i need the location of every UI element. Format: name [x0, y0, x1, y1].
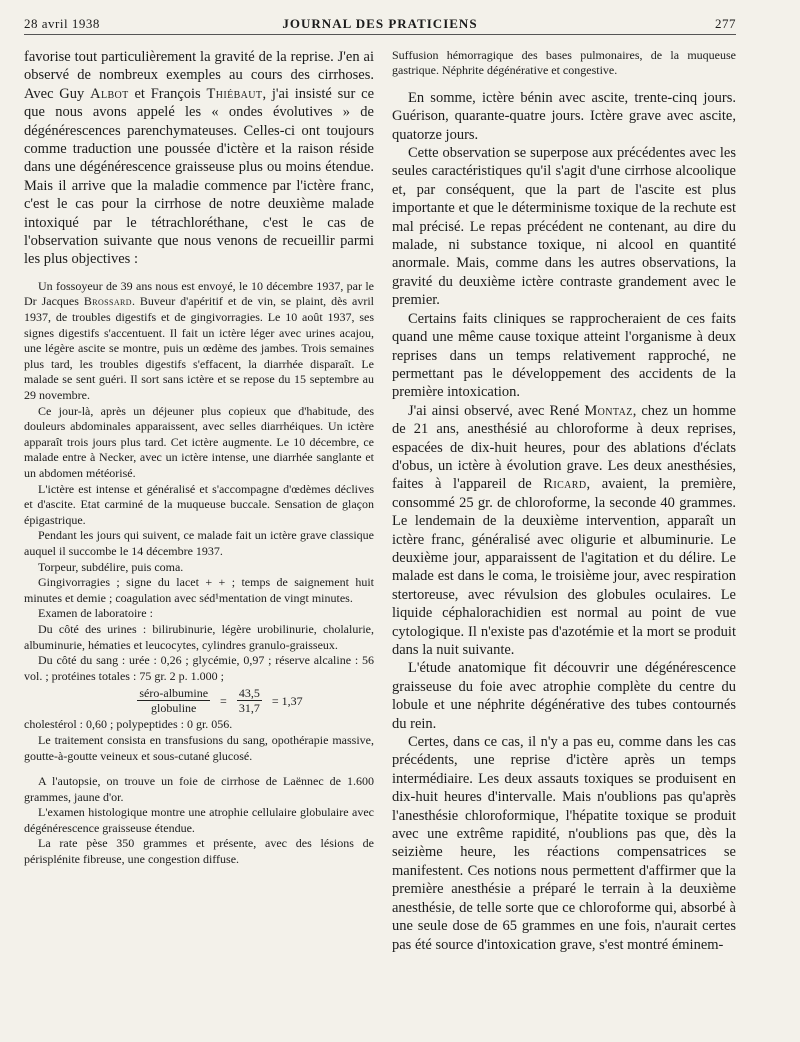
obs-paragraph: Examen de laboratoire :	[38, 606, 153, 621]
author-name: Ricard	[543, 476, 587, 493]
right-column	[392, 48, 736, 954]
intro-paragraph: favorise tout particulièrement la gravité de la reprise. J'en ai observé de nombreux exemples au cours des cirrhoses. Avec Guy Albot et François Thiébaut, j'ai insisté sur ce que nous avons appelé les « ondes évolutives » de dégénérescences parenchymateuses. Celles-ci ont toujours comme traduction une poussée d'ictère et la raison réside dans une dégénérescence graisseuse plus ou moins étendue. Mais il arrive que la maladie commence par l'ictère franc, c'est le cas pour la cirrhose de notre deuxième malade intoxiqué par le tétrachloréthane, c'est le cas de l'observation suivante que nous venons de recueillir parmi les plus objectives :	[24, 49, 374, 268]
body-paragraph: Cette observation se superpose aux précédentes avec les seules caractéristiques qu'il s'agit d'une cirrhose alcoolique et, par conséquent, que la part de l'ascite est plus importante et que le déterminisme toxique de la rechute est mal précisé. Le repas précédent ne contenant, au dire du malade, ni substance toxique, ni alcool en quantité anormale. Mais, comme dans les autres observations, la gravité du deuxième ictère contraste grandement avec le premier.	[392, 145, 736, 309]
running-header	[24, 14, 736, 36]
case-observation	[24, 279, 374, 868]
body-paragraph: Certes, dans ce cas, il n'y a pas eu, comme dans les cas précédents, une reprise d'ictère après un temps intermédiaire. Les deux assauts toxiques se produisent en dix-huit heures d'intervalle. Mais n'oublions pas qu'après l'anesthésie chloroformique, l'hépatite toxique se produit avec une extrême rapidité, n'oublions pas que, dès la seizième heure, les réactions compensatrices se manifestent. Ces notions nous permettent d'affirmer que la première anesthésie a préparé le terrain à la deuxième anesthésie, de telle sorte que ce chloroforme qui, absorbé à une seule dose de 65 grammes en une fois, n'aurait certes pas été source d'intoxication grave, s'est montré éminem-	[392, 734, 736, 953]
header-rule	[24, 34, 736, 35]
obs-paragraph: Du côté des urines : bilirubinurie, légère urobilinurie, cholalurie, albuminurie, hématies et leucocytes, cylindres granulo-graisseux.	[24, 621, 374, 652]
obs-paragraph: L'ictère est intense et généralisé et s'accompagne d'œdèmes déclives et d'ascite. Etat carminé de la muqueuse buccale. Sensation de glaçon épigastrique.	[24, 481, 374, 527]
albumin-globulin-ratio: $\frac{\text{séro-albumine}}{\text{globuline}}$ = $\frac{43,5}{31,7}$ = 1,37	[139, 686, 303, 716]
obs-paragraph: Ce jour-là, après un déjeuner plus copieux que d'habitude, des douleurs abdominales apparaissent, avec selles diarrhéiques. Un ictère apparaît trois jours plus tard. Cet ictère augmente. Le 10 décembre, ce malade entre à Necker, avec un ictère intense, une diarrhée sanglante et un abdomen météorisé.	[24, 403, 374, 480]
obs-paragraph: Pendant les jours qui suivent, ce malade fait un ictère grave classique auquel il succombe le 14 décembre 1937.	[24, 528, 374, 558]
obs-paragraph: Un fossoyeur de 39 ans nous est envoyé, le 10 décembre 1937, par le Dr Jacques Brossard. Buveur d'apéritif et de vin, se plaint, dès avril 1937, de troubles digestifs et de gingivorragies. Le 10 août 1937, ses signes digestifs s'accentuent. Il fait un ictère léger avec urines acajou, une légère ascite se montre, puis un œdème des jambes. Trois semaines plus tard, les troubles digestifs s'effacent, la diarrhée disparaît. Le malade se sent guéri. Il sort sans ictère et se repose du 15 septembre au 29 novembre.	[24, 278, 374, 403]
body-paragraph: En somme, ictère bénin avec ascite, trente-cinq jours. Guérison, quarante-quatre jours. Ictère grave avec ascite, quatorze jours.	[392, 89, 736, 143]
obs-paragraph: Gingivorragies ; signe du lacet + + ; temps de saignement huit minutes et demie ; coagulation avec séd¹mentation de vingt minutes.	[24, 575, 374, 605]
author-name: Brossard	[83, 294, 132, 309]
obs-paragraph: Du côté du sang : urée : 0,26 ; glycémie, 0,97 ; réserve alcaline : 56 vol. ; protéines totales : 75 gr. 2 p. 1.000 ;	[24, 653, 374, 683]
autopsy-paragraph: A l'autopsie, on trouve un foie de cirrhose de Laënnec de 1.600 grammes, jaune d'or.	[24, 774, 374, 804]
obs-paragraph: Le traitement consista en transfusions du sang, opothérapie massive, goutte-à-goutte veineux et sous-cutané glucosé.	[24, 732, 374, 763]
author-name: Montaz	[584, 402, 633, 419]
journal-title: JOURNAL DES PRATICIENS	[282, 16, 478, 31]
author-name: Thiébaut	[206, 85, 263, 102]
autopsy-continuation: Suffusion hémorragique des bases pulmonaires, de la muqueuse gastrique. Néphrite dégénérative et congestive.	[392, 48, 736, 78]
body-paragraph: Certains faits cliniques se rapprocheraient de ces faits quand une même cause toxique atteint l'organisme à deux reprises dans un temps relativement rapproché, ne permettant pas le développement des accidents de la première intoxication.	[392, 310, 736, 401]
autopsy-paragraph: La rate pèse 350 grammes et présente, avec des lésions de périsplénite fibreuse, une congestion diffuse.	[24, 836, 374, 867]
body-paragraph: J'ai ainsi observé, avec René Montaz, chez un homme de 21 ans, anesthésié au chloroforme à deux reprises, espacées de dix-huit heures, pour des ablations d'éclats d'obus, un ictère à évolution grave. Les deux anesthésies, faites à l'appareil de Ricard, avaient, la première, consommé 25 gr. de chloroforme, la seconde 40 grammes. Le lendemain de la deuxième intervention, apparaît un ictère franc, généralisé avec oligurie et albuminurie. Le deuxième jour, apparaissent de l'agitation et du délire. Le malade est dans le coma, le troisième jour, avec respiration stertoreuse, avec révulsion des globules oculaires. Le liquide céphalorachidien est normal au point de vue cytologique. Il n'existe pas d'azotémie et la mort se produit dans la nuit suivante.	[392, 402, 737, 658]
obs-paragraph: cholestérol : 0,60 ; polypeptides : 0 gr. 056.	[24, 717, 233, 732]
obs-paragraph: Torpeur, subdélire, puis coma.	[38, 559, 184, 574]
page-number: 277	[715, 16, 736, 31]
left-column	[24, 48, 374, 868]
body-paragraph: L'étude anatomique fit découvrir une dégénérescence graisseuse du foie avec atrophie complète du centre du lobule et une néphrite dégénérative des tubes contournés du rein.	[392, 660, 736, 732]
header-date: 28 avril 1938	[24, 16, 100, 31]
autopsy-paragraph: L'examen histologique montre une atrophie cellulaire globulaire avec dégénérescence graisseuse étendue.	[24, 805, 374, 835]
author-name: Albot	[90, 85, 129, 102]
